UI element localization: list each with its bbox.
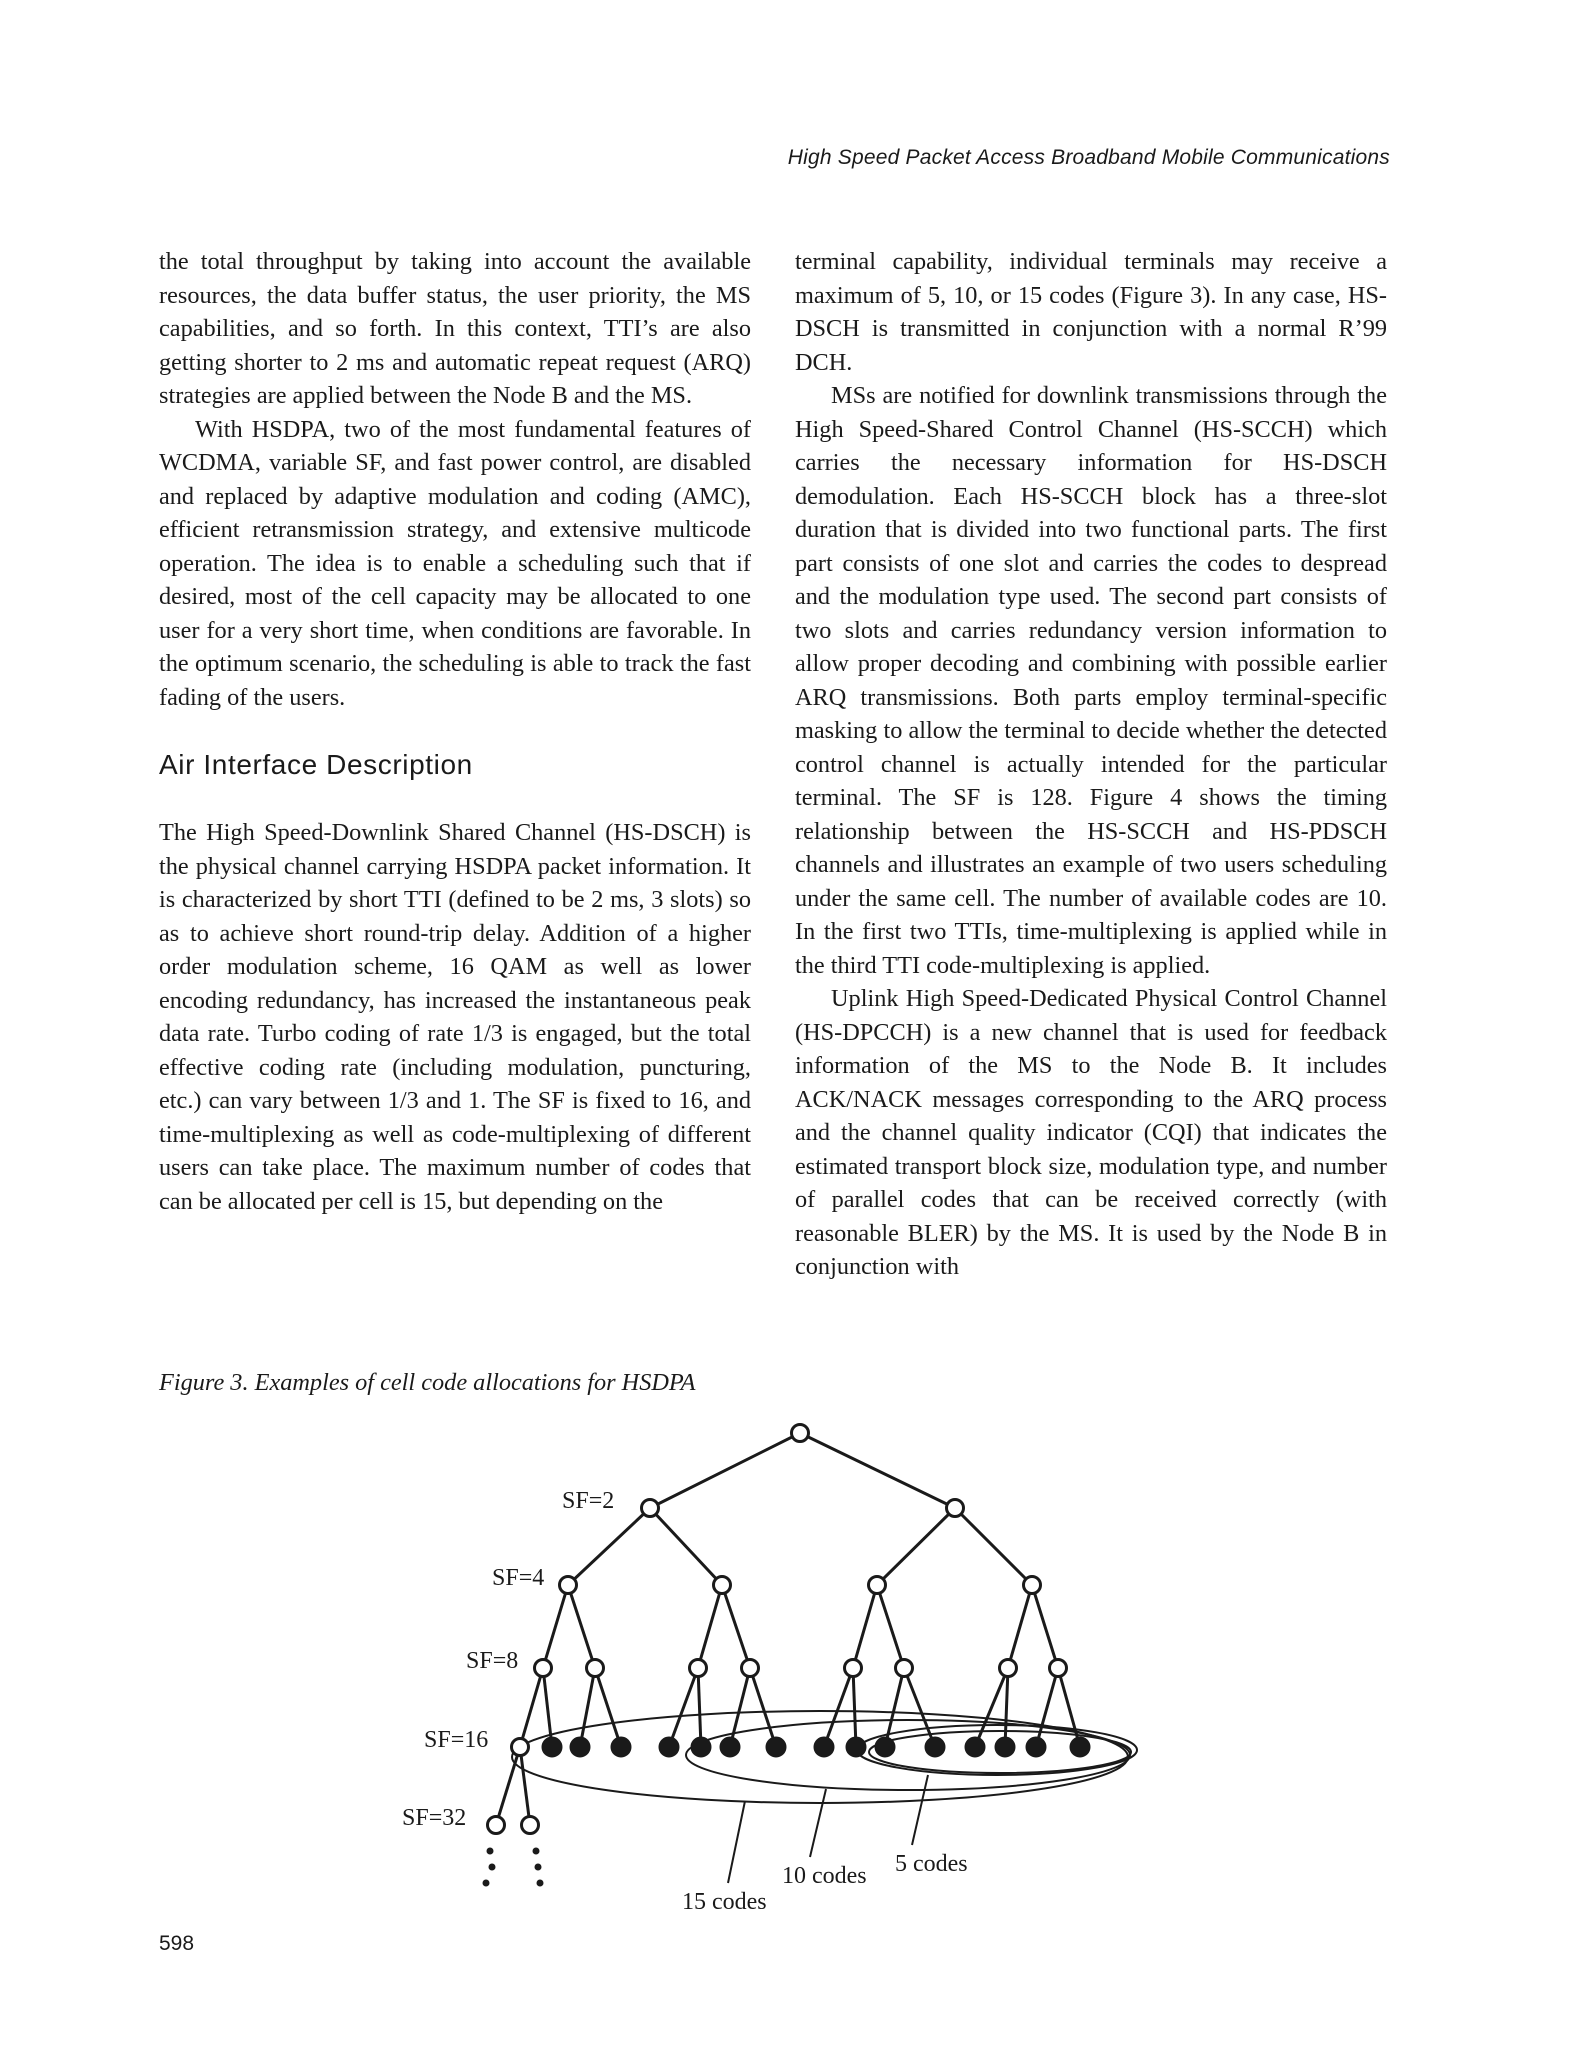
tree-edge bbox=[698, 1585, 722, 1668]
sf-label: SF=4 bbox=[492, 1565, 545, 1591]
tree-node-allocated bbox=[660, 1738, 679, 1757]
allocation-label: 10 codes bbox=[782, 1863, 867, 1889]
tree-node-free bbox=[1024, 1577, 1041, 1594]
tree-node-free bbox=[1000, 1660, 1017, 1677]
tree-node-free bbox=[714, 1577, 731, 1594]
sf-label: SF=16 bbox=[424, 1727, 489, 1753]
tree-node-free bbox=[512, 1739, 529, 1756]
page-number: 598 bbox=[159, 1932, 195, 1955]
tree-node-allocated bbox=[1071, 1738, 1090, 1757]
continuation-dot bbox=[537, 1880, 544, 1887]
tree-node-free bbox=[587, 1660, 604, 1677]
tree-edge bbox=[496, 1747, 520, 1825]
tree-edge bbox=[1008, 1585, 1032, 1668]
continuation-dot bbox=[483, 1880, 490, 1887]
tree-node-allocated bbox=[612, 1738, 631, 1757]
paragraph: terminal capability, individual terminals may receive a maximum of 5, 10, or 15 codes (Figure 3). In any case, HS-DSCH is transmitted in conjunction with a normal R’99 DCH. bbox=[795, 248, 1387, 376]
tree-node-free bbox=[690, 1660, 707, 1677]
continuation-dot bbox=[533, 1848, 540, 1855]
continuation-dot bbox=[489, 1864, 496, 1871]
tree-edge bbox=[698, 1668, 701, 1747]
paragraph: Uplink High Speed-Dedicated Physical Control Channel (HS-DPCCH) is a new channel that is used for feedback information of the MS to the Node B. It includes ACK/NACK messages corresponding to the ARQ process and the channel quality indicator (CQI) that indicates the estimated transport block size, modulation type, and number of parallel codes that can be received correctly (with reasonable BLER) by the MS. It is used by the Node B in conjunction with bbox=[795, 985, 1387, 1280]
tree-edge bbox=[520, 1668, 543, 1747]
right-column bbox=[795, 245, 1387, 1284]
tree-edge bbox=[730, 1668, 750, 1747]
tree-node-free bbox=[522, 1817, 539, 1834]
allocation-label: 15 codes bbox=[682, 1889, 767, 1915]
tree-node-free bbox=[792, 1425, 809, 1442]
tree-node-allocated bbox=[996, 1738, 1015, 1757]
tree-edge bbox=[650, 1433, 800, 1508]
tree-node-allocated bbox=[966, 1738, 985, 1757]
tree-node-free bbox=[896, 1660, 913, 1677]
tree-node-free bbox=[488, 1817, 505, 1834]
tree-edge bbox=[975, 1668, 1008, 1747]
tree-node-free bbox=[742, 1660, 759, 1677]
tree-node-allocated bbox=[767, 1738, 786, 1757]
tree-node-free bbox=[869, 1577, 886, 1594]
tree-edge bbox=[1036, 1668, 1058, 1747]
paragraph: MSs are notified for downlink transmissions through the High Speed-Shared Control Channel (HS-SCCH) which carries the necessary information for HS-DSCH demodulation. Each HS-SCCH block has a three-slot duration that is divided into two functional parts. The first part consists of one slot and carries the codes to despread and the modulation type used. The second part consists of two slots and carries redundancy version information to allow proper decoding and combining with possible earlier ARQ transmissions. Both parts employ terminal-specific masking to allow the terminal to decide whether the detected control channel is actually intended for the particular terminal. The SF is 128. Figure 4 shows the timing relationship between the HS-SCCH and HS-PDSCH channels and illustrates an example of two users scheduling under the same cell. The number of available codes are 10. In the first two TTIs, time-multiplexing is applied while in the third TTI code-multiplexing is applied. bbox=[795, 382, 1387, 979]
label-leader bbox=[810, 1789, 826, 1857]
allocation-label: 5 codes bbox=[895, 1851, 968, 1877]
tree-node-allocated bbox=[847, 1738, 866, 1757]
tree-edge bbox=[722, 1585, 750, 1668]
figure-caption: Figure 3. Examples of cell code allocations for HSDPA bbox=[159, 1369, 696, 1396]
tree-edge bbox=[877, 1508, 955, 1585]
tree-edge bbox=[543, 1585, 568, 1668]
tree-node-free bbox=[642, 1500, 659, 1517]
tree-edge bbox=[824, 1668, 853, 1747]
sf-label: SF=2 bbox=[562, 1488, 615, 1514]
tree-node-free bbox=[560, 1577, 577, 1594]
label-leader bbox=[912, 1775, 928, 1845]
tree-edge bbox=[568, 1508, 650, 1585]
tree-node-allocated bbox=[543, 1738, 562, 1757]
tree-edge bbox=[669, 1668, 698, 1747]
code-tree-diagram bbox=[380, 1405, 1200, 1925]
tree-edge bbox=[853, 1585, 877, 1668]
tree-edge bbox=[877, 1585, 904, 1668]
tree-node-allocated bbox=[692, 1738, 711, 1757]
tree-edge bbox=[955, 1508, 1032, 1585]
paragraph: the total throughput by taking into account the available resources, the data buffer status, the user priority, the MS capabilities, and so forth. In this context, TTI’s are also getting shorter to 2 ms and automatic repeat request (ARQ) strategies are applied between the Node B and the MS. bbox=[159, 248, 751, 409]
tree-edge bbox=[650, 1508, 722, 1585]
tree-node-free bbox=[845, 1660, 862, 1677]
sf-label: SF=8 bbox=[466, 1648, 519, 1674]
sf-label: SF=32 bbox=[402, 1805, 467, 1831]
tree-edge bbox=[568, 1585, 595, 1668]
running-header: High Speed Packet Access Broadband Mobile Communications bbox=[787, 146, 1390, 169]
tree-node-free bbox=[1050, 1660, 1067, 1677]
left-column bbox=[159, 245, 751, 1218]
tree-edge bbox=[1005, 1668, 1008, 1747]
tree-node-free bbox=[535, 1660, 552, 1677]
tree-edge bbox=[580, 1668, 595, 1747]
tree-edge bbox=[750, 1668, 776, 1747]
label-leader bbox=[728, 1801, 745, 1883]
tree-node-allocated bbox=[721, 1738, 740, 1757]
tree-node-allocated bbox=[926, 1738, 945, 1757]
tree-node-allocated bbox=[1027, 1738, 1046, 1757]
code-tree-figure bbox=[380, 1405, 1200, 1925]
tree-edge bbox=[1032, 1585, 1058, 1668]
tree-edge bbox=[800, 1433, 955, 1508]
paragraph: With HSDPA, two of the most fundamental features of WCDMA, variable SF, and fast power control, are disabled and replaced by adaptive modulation and coding (AMC), efficient retransmission strategy, and extensive multicode operation. The idea is to enable a scheduling such that if desired, most of the cell capacity may be allocated to one user for a very short time, when conditions are favorable. In the optimum scenario, the scheduling is able to track the fast fading of the users. bbox=[159, 415, 751, 711]
tree-edge bbox=[520, 1747, 530, 1825]
tree-node-allocated bbox=[571, 1738, 590, 1757]
tree-node-free bbox=[947, 1500, 964, 1517]
continuation-dot bbox=[487, 1848, 494, 1855]
tree-edge bbox=[595, 1668, 621, 1747]
section-heading: Air Interface Description bbox=[159, 749, 473, 780]
tree-node-allocated bbox=[876, 1738, 895, 1757]
continuation-dot bbox=[535, 1864, 542, 1871]
paragraph: The High Speed-Downlink Shared Channel (HS-DSCH) is the physical channel carrying HSDPA packet information. It is characterized by short TTI (defined to be 2 ms, 3 slots) so as to achieve short round-trip delay. Addition of a higher order modulation scheme, 16 QAM as well as lower encoding redundancy, has increased the instantaneous peak data rate. Turbo coding of rate 1/3 is engaged, but the total effective coding rate (including modulation, puncturing, etc.) can vary between 1/3 and 1. The SF is fixed to 16, and time-multiplexing as well as code-multiplexing of different users can take place. The maximum number of codes that can be allocated per cell is 15, but depending on the bbox=[159, 819, 751, 1215]
tree-edge bbox=[853, 1668, 856, 1747]
tree-node-allocated bbox=[815, 1738, 834, 1757]
